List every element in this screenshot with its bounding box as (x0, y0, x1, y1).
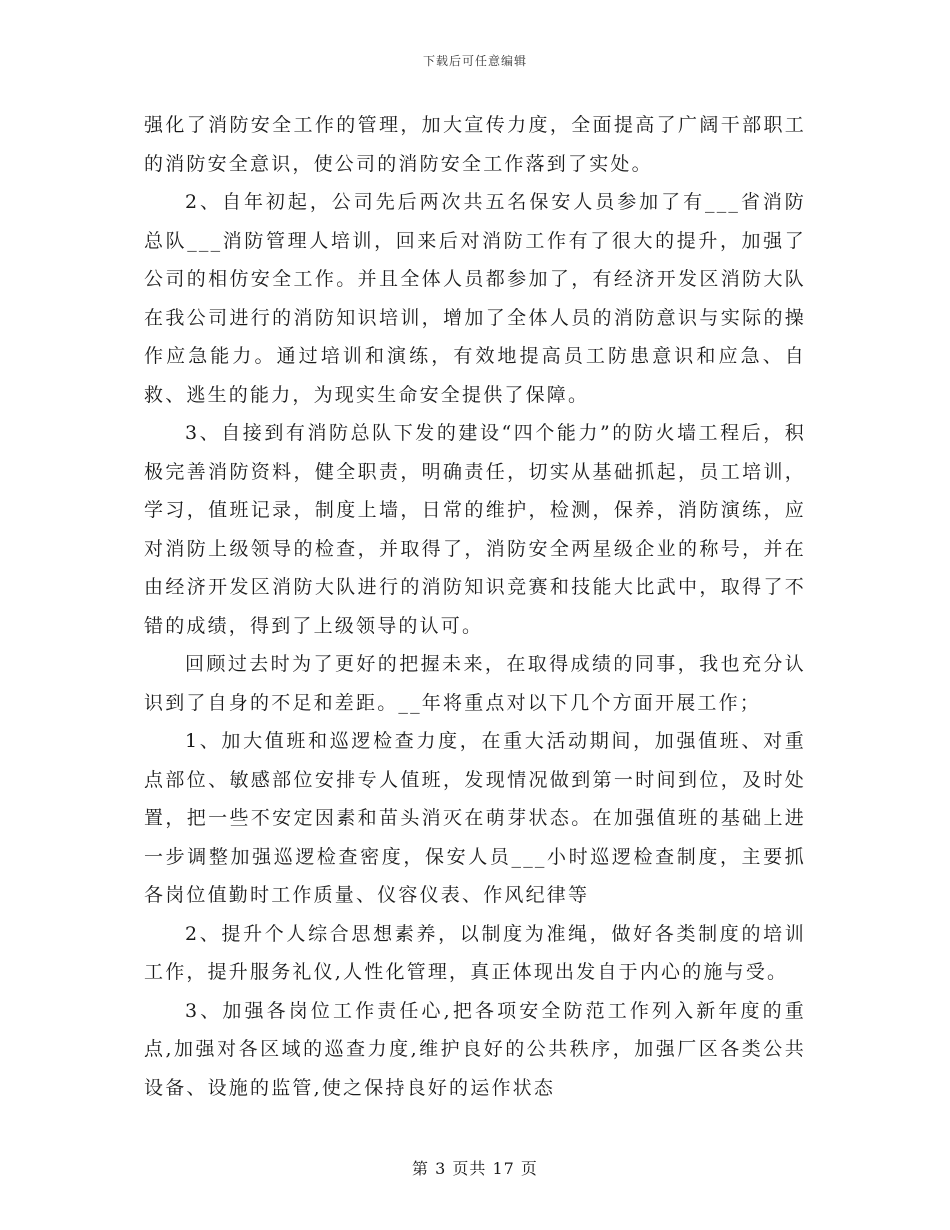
paragraph-7: 3、加强各岗位工作责任心,把各项安全防范工作列入新年度的重点,加强对各区域的巡查力度,维护良好的公共秩序，加强厂区各类公共设备、设施的监管,使之保持良好的运作状态 (144, 999, 806, 1099)
paragraph-5: 1、加大值班和巡逻检查力度，在重大活动期间，加强值班、对重点部位、敏感部位安排专人值班，发现情况做到第一时间到位，及时处置，把一些不安定因素和苗头消灭在萌芽状态。在加强值班的基础上进一步调整加强巡逻检查密度，保安人员___小时巡逻检查制度，主要抓各岗位值勤时工作质量、仪容仪表、作风纪律等 (144, 730, 806, 906)
paragraph-3: 3、自接到有消防总队下发的建设“四个能力”的防火墙工程后，积极完善消防资料，健全职责，明确责任，切实从基础抓起，员工培训，学习，值班记录，制度上墙，日常的维护，检测，保养，消防演练，应对消防上级领导的检查，并取得了，消防安全两星级企业的称号，并在由经济开发区消防大队进行的消防知识竞赛和技能大比武中，取得了不错的成绩，得到了上级领导的认可。 (144, 422, 806, 637)
document-body (144, 106, 806, 1107)
paragraph-4: 回顾过去时为了更好的把握未来，在取得成绩的同事，我也充分认识到了自身的不足和差距。__年将重点对以下几个方面开展工作； (144, 653, 806, 714)
paragraph-2: 2、自年初起，公司先后两次共五名保安人员参加了有___省消防总队___消防管理人培训，回来后对消防工作有了很大的提升，加强了公司的相仿安全工作。并且全体人员都参加了，有经济开发区消防大队在我公司进行的消防知识培训，增加了全体人员的消防意识与实际的操作应急能力。通过培训和演练，有效地提高员工防患意识和应急、自救、逃生的能力，为现实生命安全提供了保障。 (144, 191, 806, 406)
paragraph-1: 强化了消防安全工作的管理，加大宣传力度，全面提高了广阔干部职工的消防安全意识，使公司的消防安全工作落到了实处。 (144, 114, 806, 175)
page-number: 第 3 页共 17 页 (412, 1159, 538, 1178)
page-header: 下载后可任意编辑 (422, 54, 527, 68)
paragraph-6: 2、提升个人综合思想素养，以制度为准绳，做好各类制度的培训工作，提升服务礼仪,人性化管理，真正体现出发自于内心的施与受。 (144, 922, 806, 983)
